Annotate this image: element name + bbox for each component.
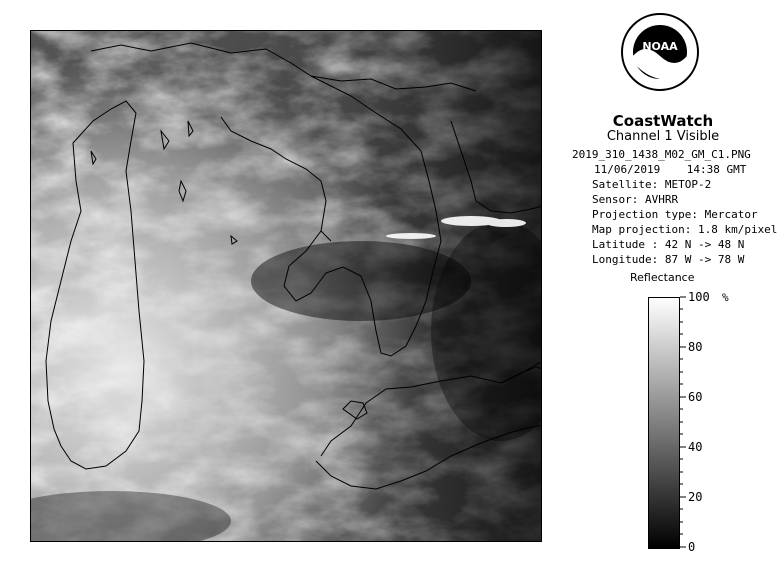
- channel-label: Channel 1 Visible: [606, 129, 720, 144]
- image-time: 14:38 GMT: [686, 163, 747, 176]
- scale-tick-label: 20: [688, 490, 703, 504]
- projection-type-line: Projection type: Mercator: [592, 208, 758, 221]
- satellite-image-panel: [30, 30, 542, 542]
- satellite-line: Satellite: METOP-2: [592, 178, 712, 191]
- image-filename: 2019_310_1438_M02_GM_C1.PNG: [572, 148, 751, 161]
- longitude-line: Longitude: 87 W -> 78 W: [592, 253, 745, 266]
- logo-text: NOAA: [642, 40, 678, 53]
- scale-tick-label: 0: [688, 540, 696, 554]
- sensor-line: Sensor: AVHRR: [592, 193, 679, 206]
- map-projection-line: Map projection: 1.8 km/pixel: [592, 223, 778, 236]
- scale-tick-label: 100: [688, 290, 710, 304]
- metadata-list: [592, 177, 777, 267]
- scale-title: Reflectance: [630, 271, 695, 284]
- scale-tick-label: 80: [688, 340, 703, 354]
- scale-tick-label: 60: [688, 390, 703, 404]
- image-date: 11/06/2019: [594, 163, 661, 176]
- satellite-image: [31, 31, 542, 542]
- noaa-logo: [620, 12, 700, 92]
- date-time-row: [594, 162, 746, 177]
- scale-tick-label: 40: [688, 440, 703, 454]
- scale-ticks: [680, 290, 726, 555]
- reflectance-scale-bar: [648, 297, 680, 549]
- app-title: CoastWatch: [612, 112, 714, 130]
- scale-unit: %: [722, 291, 729, 304]
- latitude-line: Latitude : 42 N -> 48 N: [592, 238, 745, 251]
